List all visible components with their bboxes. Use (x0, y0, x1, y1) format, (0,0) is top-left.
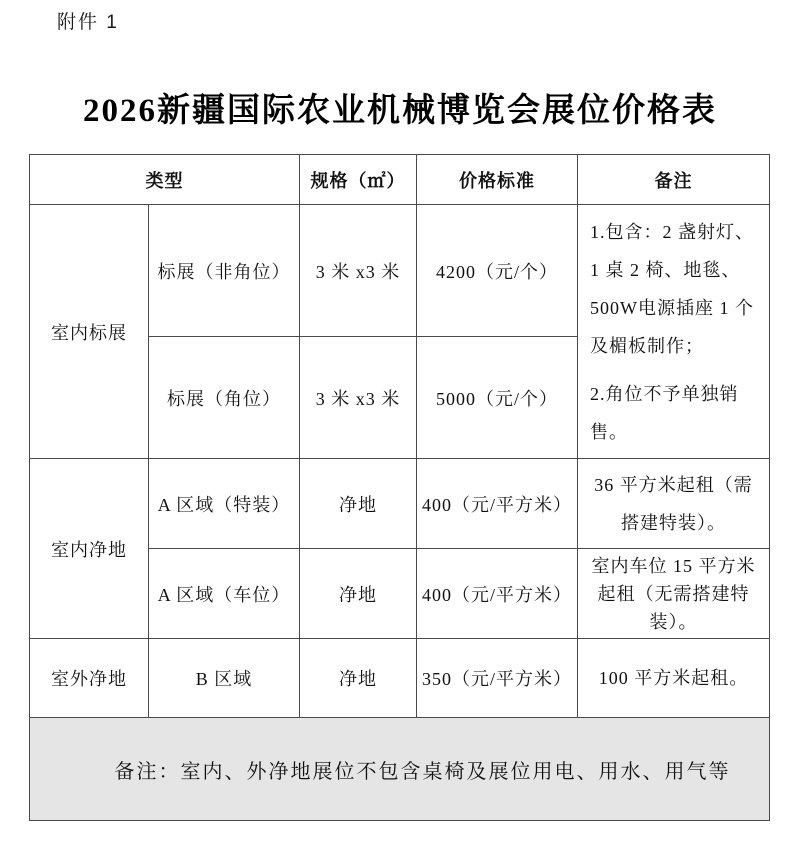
cell-price-area-a-custom: 400（元/平方米） (417, 459, 578, 549)
remark-item-1: 1.包含：2 盏射灯、1 桌 2 椅、地毯、500W电源插座 1 个及楣板制作； (590, 221, 754, 356)
cell-price-standard-noncorner: 4200（元/个） (417, 205, 578, 337)
header-type: 类型 (30, 155, 300, 205)
cell-subtype-standard-noncorner: 标展（非角位） (149, 205, 300, 337)
table-header-row (30, 155, 770, 205)
cell-price-area-a-parking: 400（元/平方米） (417, 549, 578, 639)
header-price: 价格标准 (417, 155, 578, 205)
page-title: 2026新疆国际农业机械博览会展位价格表 (83, 93, 717, 129)
footer-note: 备注：室内、外净地展位不包含桌椅及展位用电、用水、用气等 (30, 718, 770, 821)
cell-category-indoor-standard: 室内标展 (30, 205, 149, 459)
cell-subtype-standard-corner: 标展（角位） (149, 337, 300, 459)
table-row (30, 459, 770, 549)
cell-remark-area-b: 100 平方米起租。 (578, 639, 770, 718)
table-row (30, 639, 770, 718)
table-footer-row (30, 718, 770, 821)
cell-spec-area-b: 净地 (300, 639, 417, 718)
header-spec: 规格（㎡） (300, 155, 417, 205)
cell-remark-area-a-custom: 36 平方米起租（需搭建特装）。 (578, 459, 770, 549)
cell-subtype-area-a-parking: A 区域（车位） (149, 549, 300, 639)
cell-remark-indoor-standard (578, 205, 770, 459)
cell-spec-area-a-custom: 净地 (300, 459, 417, 549)
booth-price-table (29, 154, 770, 821)
cell-price-area-b: 350（元/平方米） (417, 639, 578, 718)
table-row (30, 205, 770, 337)
cell-subtype-area-a-custom: A 区域（特装） (149, 459, 300, 549)
cell-category-indoor-raw: 室内净地 (30, 459, 149, 639)
cell-subtype-area-b: B 区域 (149, 639, 300, 718)
remark-item-2: 2.角位不予单独销售。 (590, 383, 739, 442)
cell-price-standard-corner: 5000（元/个） (417, 337, 578, 459)
header-remark: 备注 (578, 155, 770, 205)
cell-spec-standard-noncorner: 3 米 x3 米 (300, 205, 417, 337)
cell-remark-area-a-parking: 室内车位 15 平方米起租（无需搭建特装）。 (578, 549, 770, 639)
attachment-label: 附件 1 (57, 12, 119, 33)
cell-category-outdoor-raw: 室外净地 (30, 639, 149, 718)
cell-spec-standard-corner: 3 米 x3 米 (300, 337, 417, 459)
cell-spec-area-a-parking: 净地 (300, 549, 417, 639)
